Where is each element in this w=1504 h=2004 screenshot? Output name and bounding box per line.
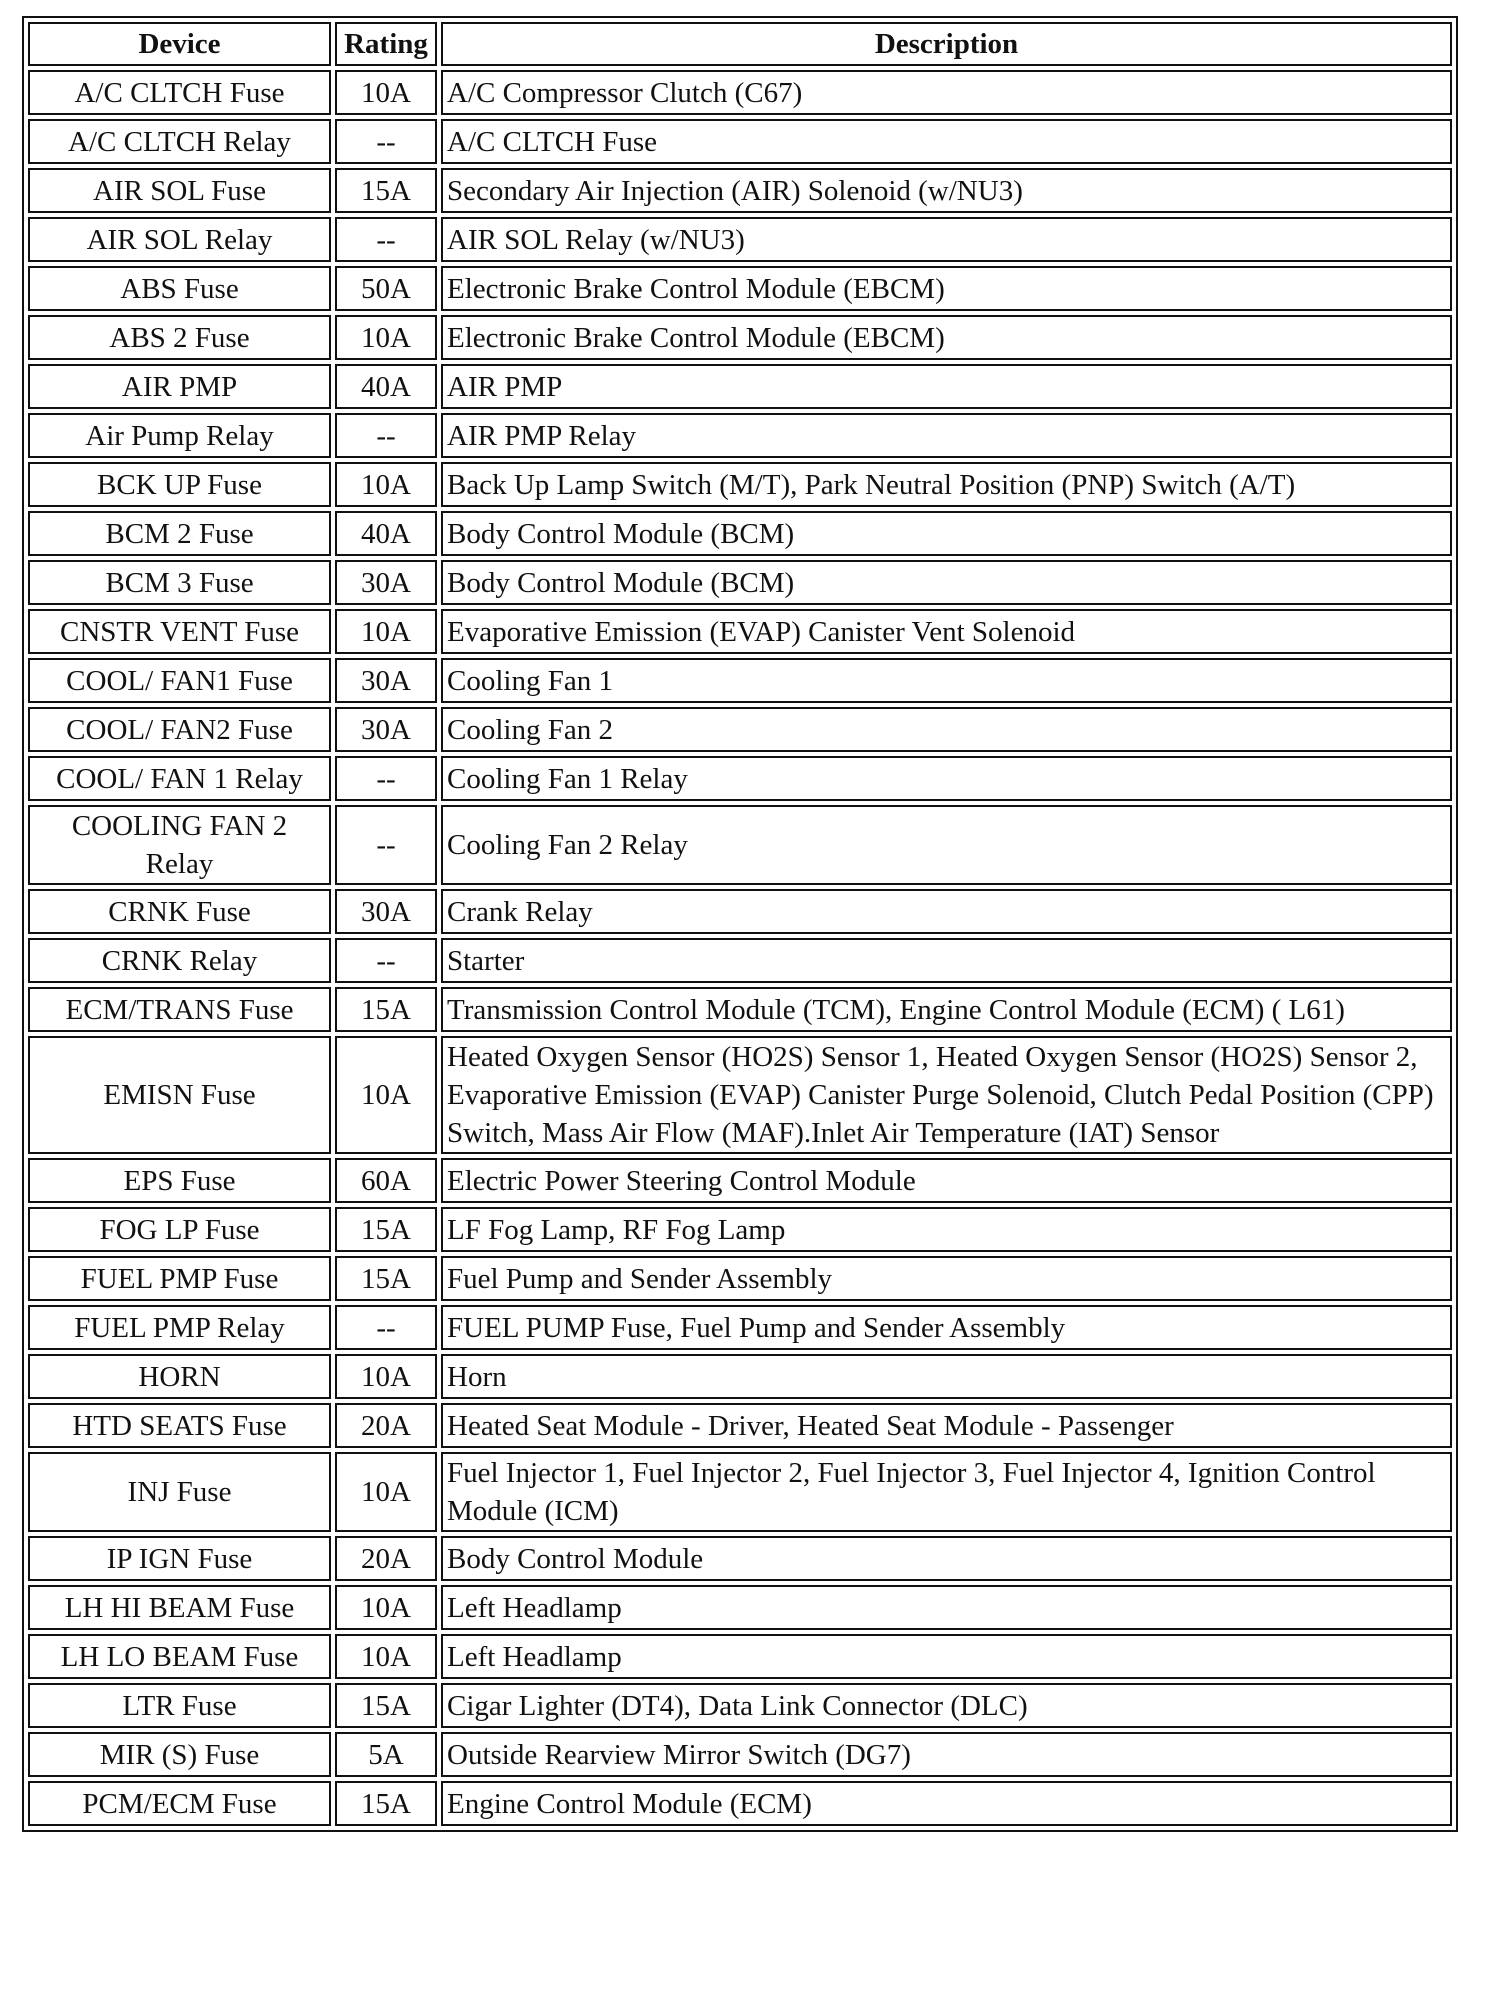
- rating-cell: 40A: [335, 364, 437, 409]
- rating-cell: 10A: [335, 462, 437, 507]
- description-cell: Cigar Lighter (DT4), Data Link Connector (DLC): [441, 1683, 1452, 1728]
- device-cell: A/C CLTCH Fuse: [28, 70, 331, 115]
- table-row: [28, 1452, 1452, 1532]
- table-header: [28, 22, 1452, 66]
- rating-cell: 30A: [335, 560, 437, 605]
- description-cell: Fuel Injector 1, Fuel Injector 2, Fuel Injector 3, Fuel Injector 4, Ignition Control Module (ICM): [441, 1452, 1452, 1532]
- description-cell: Cooling Fan 2 Relay: [441, 805, 1452, 885]
- rating-cell: 40A: [335, 511, 437, 556]
- device-cell: HORN: [28, 1354, 331, 1399]
- rating-cell: 5A: [335, 1732, 437, 1777]
- table-row: [28, 119, 1452, 164]
- description-cell: Secondary Air Injection (AIR) Solenoid (w/NU3): [441, 168, 1452, 213]
- rating-cell: --: [335, 756, 437, 801]
- description-cell: Evaporative Emission (EVAP) Canister Vent Solenoid: [441, 609, 1452, 654]
- device-cell: AIR SOL Relay: [28, 217, 331, 262]
- description-cell: Body Control Module: [441, 1536, 1452, 1581]
- device-cell: EPS Fuse: [28, 1158, 331, 1203]
- table-row: [28, 938, 1452, 983]
- table-row: [28, 70, 1452, 115]
- table-row: [28, 266, 1452, 311]
- description-cell: Crank Relay: [441, 889, 1452, 934]
- description-cell: Engine Control Module (ECM): [441, 1781, 1452, 1826]
- description-cell: Electric Power Steering Control Module: [441, 1158, 1452, 1203]
- device-cell: LTR Fuse: [28, 1683, 331, 1728]
- device-cell: COOL/ FAN 1 Relay: [28, 756, 331, 801]
- table-row: [28, 1585, 1452, 1630]
- rating-cell: 10A: [335, 1036, 437, 1154]
- description-cell: Fuel Pump and Sender Assembly: [441, 1256, 1452, 1301]
- device-cell: MIR (S) Fuse: [28, 1732, 331, 1777]
- description-cell: AIR PMP: [441, 364, 1452, 409]
- table-row: [28, 609, 1452, 654]
- table-row: [28, 511, 1452, 556]
- device-cell: LH HI BEAM Fuse: [28, 1585, 331, 1630]
- description-cell: Body Control Module (BCM): [441, 511, 1452, 556]
- description-cell: Electronic Brake Control Module (EBCM): [441, 266, 1452, 311]
- description-cell: Heated Oxygen Sensor (HO2S) Sensor 1, Heated Oxygen Sensor (HO2S) Sensor 2, Evaporative Emission (EVAP) Canister Purge Solenoid, Clutch Pedal Position (CPP) Switch, Mass Air Flow (MAF).Inlet Air Temperature (IAT) Sensor: [441, 1036, 1452, 1154]
- rating-cell: 15A: [335, 1207, 437, 1252]
- table-row: [28, 1634, 1452, 1679]
- table-row: [28, 1683, 1452, 1728]
- description-cell: AIR PMP Relay: [441, 413, 1452, 458]
- rating-cell: 15A: [335, 1781, 437, 1826]
- rating-cell: --: [335, 805, 437, 885]
- table-row: [28, 1536, 1452, 1581]
- description-cell: Cooling Fan 1 Relay: [441, 756, 1452, 801]
- rating-cell: 15A: [335, 987, 437, 1032]
- header-row: [28, 22, 1452, 66]
- device-cell: INJ Fuse: [28, 1452, 331, 1532]
- description-cell: Starter: [441, 938, 1452, 983]
- rating-cell: 10A: [335, 1585, 437, 1630]
- device-cell: CRNK Fuse: [28, 889, 331, 934]
- table-row: [28, 1256, 1452, 1301]
- description-cell: Cooling Fan 2: [441, 707, 1452, 752]
- device-cell: HTD SEATS Fuse: [28, 1403, 331, 1448]
- description-cell: Cooling Fan 1: [441, 658, 1452, 703]
- rating-cell: 30A: [335, 707, 437, 752]
- description-cell: Horn: [441, 1354, 1452, 1399]
- rating-cell: 50A: [335, 266, 437, 311]
- description-cell: Outside Rearview Mirror Switch (DG7): [441, 1732, 1452, 1777]
- device-cell: COOL/ FAN2 Fuse: [28, 707, 331, 752]
- table-row: [28, 1403, 1452, 1448]
- column-header-device: Device: [28, 22, 331, 66]
- description-cell: Transmission Control Module (TCM), Engine Control Module (ECM) ( L61): [441, 987, 1452, 1032]
- column-header-description: Description: [441, 22, 1452, 66]
- description-cell: Electronic Brake Control Module (EBCM): [441, 315, 1452, 360]
- rating-cell: 10A: [335, 609, 437, 654]
- device-cell: FOG LP Fuse: [28, 1207, 331, 1252]
- table-row: [28, 1158, 1452, 1203]
- table-row: [28, 560, 1452, 605]
- rating-cell: 20A: [335, 1403, 437, 1448]
- table-row: [28, 1354, 1452, 1399]
- description-cell: LF Fog Lamp, RF Fog Lamp: [441, 1207, 1452, 1252]
- device-cell: Air Pump Relay: [28, 413, 331, 458]
- device-cell: FUEL PMP Relay: [28, 1305, 331, 1350]
- description-cell: Left Headlamp: [441, 1634, 1452, 1679]
- rating-cell: 10A: [335, 1452, 437, 1532]
- device-cell: COOL/ FAN1 Fuse: [28, 658, 331, 703]
- device-cell: ABS Fuse: [28, 266, 331, 311]
- device-cell: COOLING FAN 2 Relay: [28, 805, 331, 885]
- device-cell: LH LO BEAM Fuse: [28, 1634, 331, 1679]
- table-row: [28, 889, 1452, 934]
- rating-cell: --: [335, 938, 437, 983]
- rating-cell: 15A: [335, 1683, 437, 1728]
- rating-cell: 10A: [335, 70, 437, 115]
- table-row: [28, 1305, 1452, 1350]
- rating-cell: --: [335, 217, 437, 262]
- table-row: [28, 658, 1452, 703]
- device-cell: CNSTR VENT Fuse: [28, 609, 331, 654]
- rating-cell: 10A: [335, 315, 437, 360]
- table-row: [28, 1036, 1452, 1154]
- device-cell: FUEL PMP Fuse: [28, 1256, 331, 1301]
- table-row: [28, 462, 1452, 507]
- description-cell: A/C Compressor Clutch (C67): [441, 70, 1452, 115]
- table-row: [28, 805, 1452, 885]
- rating-cell: 20A: [335, 1536, 437, 1581]
- rating-cell: 15A: [335, 168, 437, 213]
- rating-cell: --: [335, 413, 437, 458]
- device-cell: BCK UP Fuse: [28, 462, 331, 507]
- device-cell: EMISN Fuse: [28, 1036, 331, 1154]
- rating-cell: 60A: [335, 1158, 437, 1203]
- device-cell: IP IGN Fuse: [28, 1536, 331, 1581]
- rating-cell: --: [335, 1305, 437, 1350]
- description-cell: A/C CLTCH Fuse: [441, 119, 1452, 164]
- device-cell: BCM 3 Fuse: [28, 560, 331, 605]
- rating-cell: 30A: [335, 889, 437, 934]
- table-row: [28, 1781, 1452, 1826]
- table-body: [28, 70, 1452, 1826]
- table-row: [28, 217, 1452, 262]
- rating-cell: 15A: [335, 1256, 437, 1301]
- description-cell: FUEL PUMP Fuse, Fuel Pump and Sender Assembly: [441, 1305, 1452, 1350]
- table-row: [28, 707, 1452, 752]
- description-cell: Body Control Module (BCM): [441, 560, 1452, 605]
- description-cell: Left Headlamp: [441, 1585, 1452, 1630]
- device-cell: CRNK Relay: [28, 938, 331, 983]
- table-row: [28, 1207, 1452, 1252]
- device-cell: AIR PMP: [28, 364, 331, 409]
- table-row: [28, 1732, 1452, 1777]
- fuse-table: [22, 16, 1458, 1832]
- table-row: [28, 364, 1452, 409]
- table-row: [28, 413, 1452, 458]
- device-cell: BCM 2 Fuse: [28, 511, 331, 556]
- rating-cell: 30A: [335, 658, 437, 703]
- description-cell: Back Up Lamp Switch (M/T), Park Neutral Position (PNP) Switch (A/T): [441, 462, 1452, 507]
- device-cell: ABS 2 Fuse: [28, 315, 331, 360]
- rating-cell: --: [335, 119, 437, 164]
- description-cell: Heated Seat Module - Driver, Heated Seat Module - Passenger: [441, 1403, 1452, 1448]
- device-cell: ECM/TRANS Fuse: [28, 987, 331, 1032]
- device-cell: AIR SOL Fuse: [28, 168, 331, 213]
- rating-cell: 10A: [335, 1634, 437, 1679]
- column-header-rating: Rating: [335, 22, 437, 66]
- table-row: [28, 756, 1452, 801]
- description-cell: AIR SOL Relay (w/NU3): [441, 217, 1452, 262]
- device-cell: PCM/ECM Fuse: [28, 1781, 331, 1826]
- table-row: [28, 315, 1452, 360]
- rating-cell: 10A: [335, 1354, 437, 1399]
- table-row: [28, 987, 1452, 1032]
- device-cell: A/C CLTCH Relay: [28, 119, 331, 164]
- table-row: [28, 168, 1452, 213]
